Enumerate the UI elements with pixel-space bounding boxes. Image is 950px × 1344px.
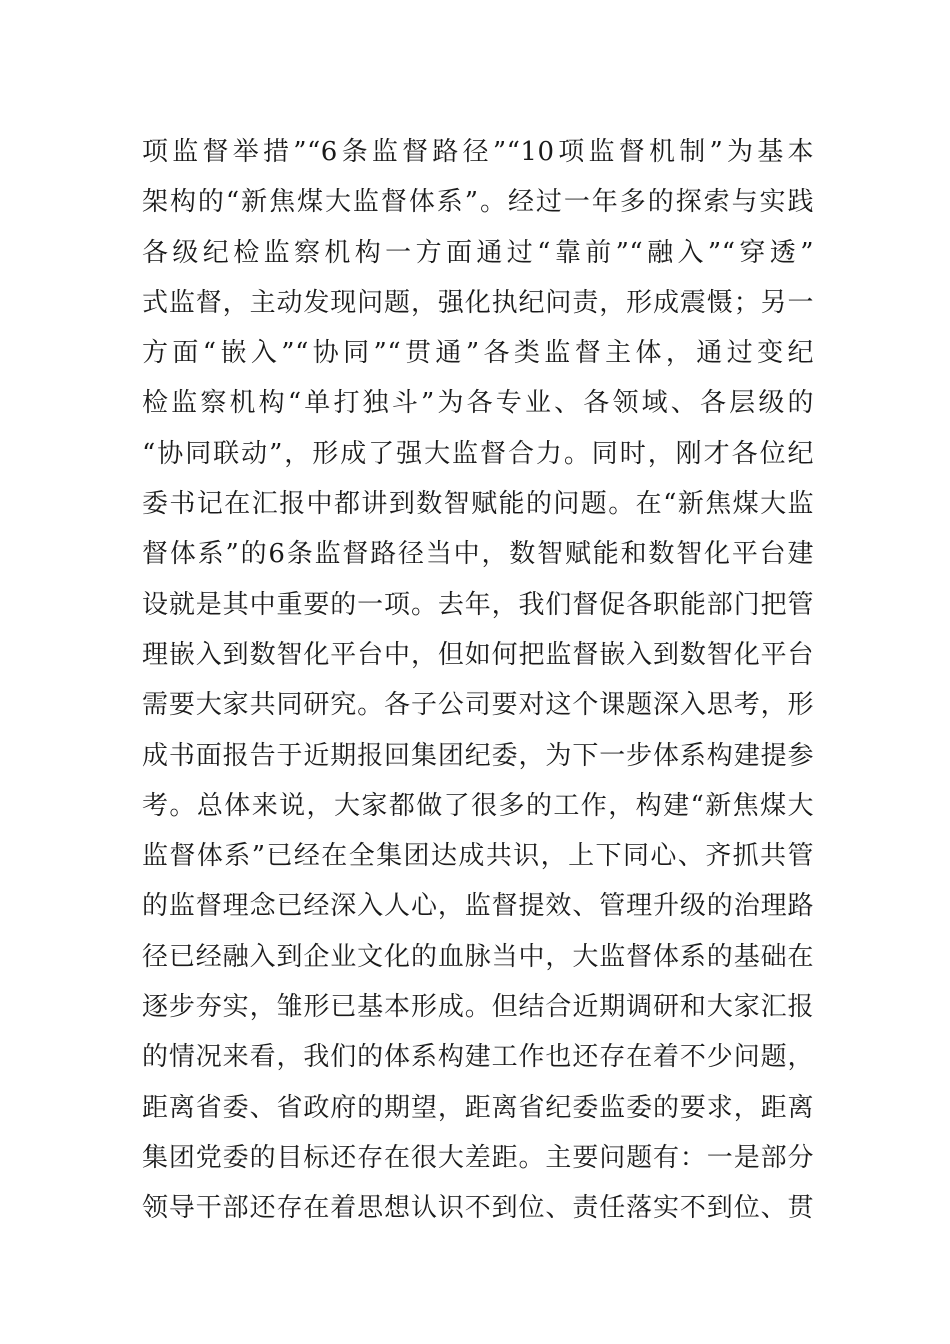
text-line-21: 集团党委的目标还存在很大差距。主要问题有：一是部分 (142, 1142, 814, 1173)
text-line-6: 检监察机构“单打独斗”为各专业、各领域、各层级的 (142, 388, 814, 419)
text-line-16: 的监督理念已经深入人心，监督提效、管理升级的治理路 (142, 891, 814, 922)
body-paragraph (142, 127, 814, 1234)
text-line-3: 各级纪检监察机构一方面通过“靠前”“融入”“穿透” (142, 237, 814, 268)
text-line-10: 设就是其中重要的一项。去年，我们督促各职能部门把管 (142, 589, 814, 620)
text-line-22: 领导干部还存在着思想认识不到位、责任落实不到位、贯 (142, 1193, 814, 1224)
text-line-18: 逐步夯实，雏形已基本形成。但结合近期调研和大家汇报 (142, 992, 814, 1023)
text-line-11: 理嵌入到数智化平台中，但如何把监督嵌入到数智化平台 (142, 639, 814, 670)
text-line-17: 径已经融入到企业文化的血脉当中，大监督体系的基础在 (142, 941, 814, 972)
text-line-2: 架构的“新焦煤大监督体系”。经过一年多的探索与实践 (142, 187, 814, 218)
text-line-12: 需要大家共同研究。各子公司要对这个课题深入思考，形 (142, 690, 814, 721)
text-line-7: “协同联动”，形成了强大监督合力。同时，刚才各位纪 (142, 438, 814, 469)
text-line-8: 委书记在汇报中都讲到数智赋能的问题。在“新焦煤大监 (142, 489, 814, 520)
text-line-13: 成书面报告于近期报回集团纪委，为下一步体系构建提参 (142, 740, 814, 771)
text-line-5: 方面“嵌入”“协同”“贯通”各类监督主体，通过变纪 (142, 338, 814, 369)
text-line-15: 监督体系”已经在全集团达成共识，上下同心、齐抓共管 (142, 841, 814, 872)
text-line-19: 的情况来看，我们的体系构建工作也还存在着不少问题， (142, 1042, 814, 1073)
text-line-14: 考。总体来说，大家都做了很多的工作，构建“新焦煤大 (142, 790, 814, 821)
text-line-1: 项监督举措”“6条监督路径”“10项监督机制”为基本 (142, 137, 814, 167)
text-line-9: 督体系”的6条监督路径当中，数智赋能和数智化平台建 (142, 539, 814, 570)
text-line-4: 式监督，主动发现问题，强化执纪问责，形成震慑；另一 (142, 287, 814, 318)
text-line-20: 距离省委、省政府的期望，距离省纪委监委的要求，距离 (142, 1092, 814, 1123)
